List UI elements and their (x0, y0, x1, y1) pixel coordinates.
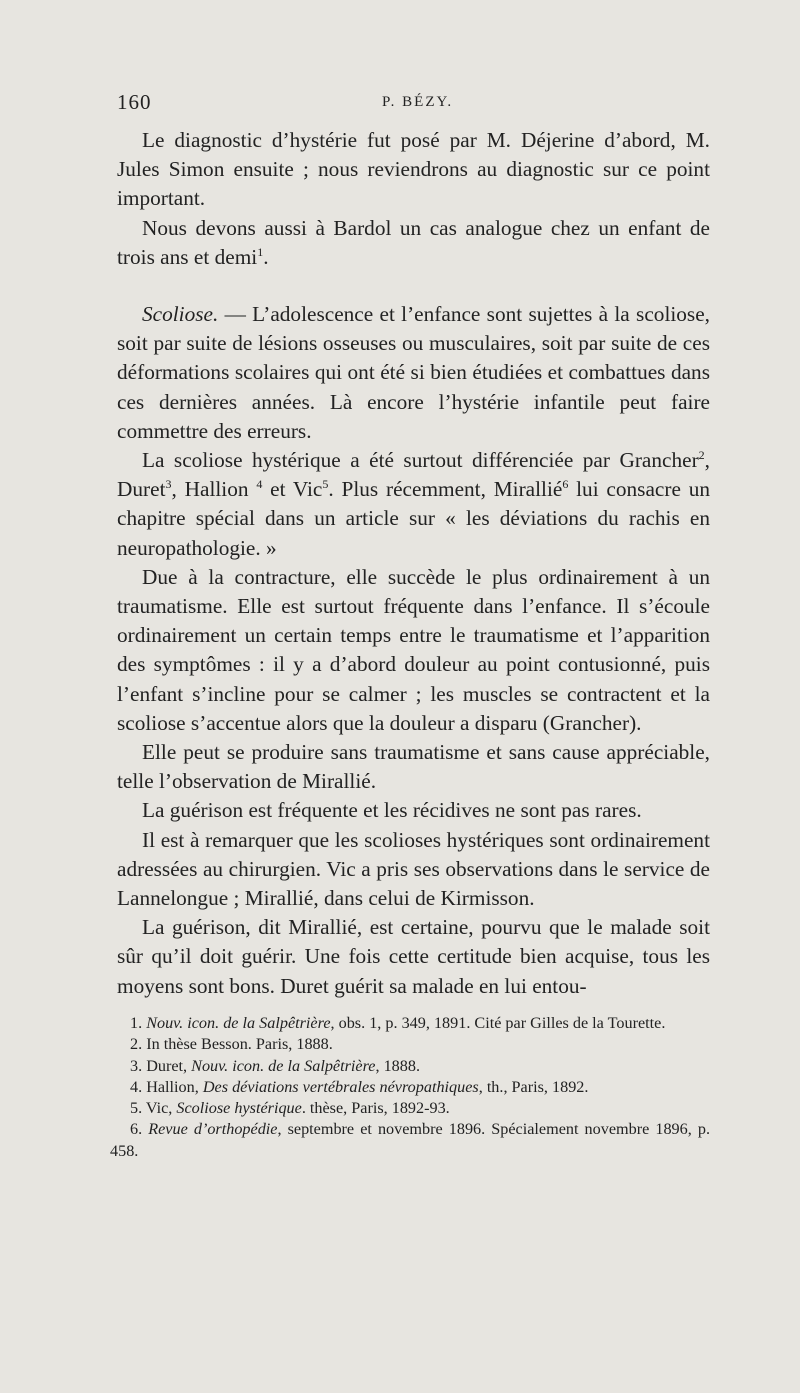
footnote-ref: 3 (165, 477, 172, 492)
footnote: 2. In thèse Besson. Paris, 1888. (130, 1035, 333, 1054)
footnote-text: 3. Duret, (130, 1056, 192, 1075)
paragraph-text: , Hallion (171, 477, 257, 502)
paragraph-scoliose (117, 300, 710, 446)
footnote (110, 1013, 710, 1034)
page-number: 160 (117, 90, 152, 114)
footnote-ref: 4 (256, 477, 263, 492)
paragraph-text: . Plus récemment, Mirallié (328, 477, 563, 502)
footnote-ref: 1 (257, 244, 264, 259)
paragraph (117, 446, 710, 563)
paragraph-text: lui consacre un chapitre spécial dans un article sur « les déviations du rachis en neuropathologie. » (117, 477, 710, 560)
footnote-ref: 6 (562, 477, 569, 492)
footnote-ref: 2 (698, 448, 705, 463)
paragraph (117, 214, 710, 272)
paragraph-text: . (263, 244, 269, 269)
footnote-title: Revue d’orthopédie (148, 1120, 278, 1139)
footnote-title: Scoliose hystérique (176, 1099, 302, 1118)
paragraph: Le diagnostic d’hystérie fut posé par M. Déjerine d’abord, M. Jules Simon ensuite ; nous reviendrons au diagnostic sur ce point important. (117, 128, 710, 211)
footnote (110, 1077, 710, 1098)
running-head: P. BÉZY. (382, 94, 454, 110)
paragraph: Elle peut se produire sans traumatisme et sans cause appréciable, telle l’observation de Mirallié. (117, 740, 710, 794)
footnote-text: , th., Paris, 1892. (478, 1077, 589, 1096)
footnote-text: . thèse, Paris, 1892-93. (301, 1099, 450, 1118)
section-title: Scoliose. (142, 302, 219, 327)
paragraph: La guérison est fréquente et les récidives ne sont pas rares. (142, 798, 642, 823)
footnote-title: Nouv. icon. de la Salpêtrière (191, 1056, 376, 1075)
footnote (110, 1056, 710, 1077)
footnote-ref: 5 (322, 477, 329, 492)
footnote-text: , 1888. (375, 1056, 420, 1075)
footnote-title: Nouv. icon. de la Salpêtrière (146, 1014, 331, 1032)
footnote-text: 1. (130, 1014, 147, 1032)
main-text (117, 126, 710, 1001)
footnote (110, 1098, 710, 1119)
footnote-text: 4. Hallion, (130, 1077, 203, 1096)
footnote (110, 1119, 710, 1162)
paragraph: La guérison, dit Mirallié, est certaine, pourvu que le malade soit sûr qu’il doit guérir. Une fois cette certitude bien acquise, tous les moyens sont bons. Duret guérit sa malade en lui entou- (117, 915, 710, 998)
paragraph-text: et Vic (262, 477, 323, 502)
footnote-title: Des déviations vertébrales névropathiques (202, 1077, 479, 1096)
paragraph-text: La scoliose hystérique a été surtout différenciée par Grancher (142, 448, 699, 473)
paragraph: Due à la contracture, elle succède le plus ordinairement à un traumatisme. Elle est surtout fréquente dans l’enfance. Il s’écoule ordinairement un certain temps entre le traumatisme et l’apparition des symptômes : il y a d’abord douleur au point contusionné, puis l’enfant s’incline pour se calmer ; les muscles se contractent et la scoliose s’accentue alors que la douleur a disparu (Grancher). (117, 564, 710, 735)
paragraph: Il est à remarquer que les scolioses hystériques sont ordinairement adressées au chirurgien. Vic a pris ses observations dans le service de Lannelongue ; Mirallié, dans celui de Kirmisson. (117, 827, 710, 911)
paragraph-text: — L’adolescence et l’enfance sont sujettes à la scoliose, soit par suite de lésions osseuses ou musculaires, soit par suite de ces déformations scolaires qui ont été si bien étudiées et combattues dans ces dernières années. Là encore l’hystérie infantile peut faire commettre des erreurs. (117, 302, 710, 443)
footnotes (110, 1013, 710, 1162)
paragraph-text: Nous devons aussi à Bardol un cas analogue chez un enfant de trois ans et demi (117, 215, 710, 269)
footnote-text: , septembre et novembre 1896. Spécialement novembre 1896, p. 458. (110, 1120, 711, 1160)
footnote-text: 5. Vic, (130, 1099, 177, 1118)
paragraph-text: , Duret (117, 448, 710, 502)
page-header (117, 90, 710, 118)
footnote-text: , obs. 1, p. 349, 1891. Cité par Gilles de la Tourette. (330, 1014, 666, 1032)
footnote-text: 6. (130, 1120, 149, 1139)
